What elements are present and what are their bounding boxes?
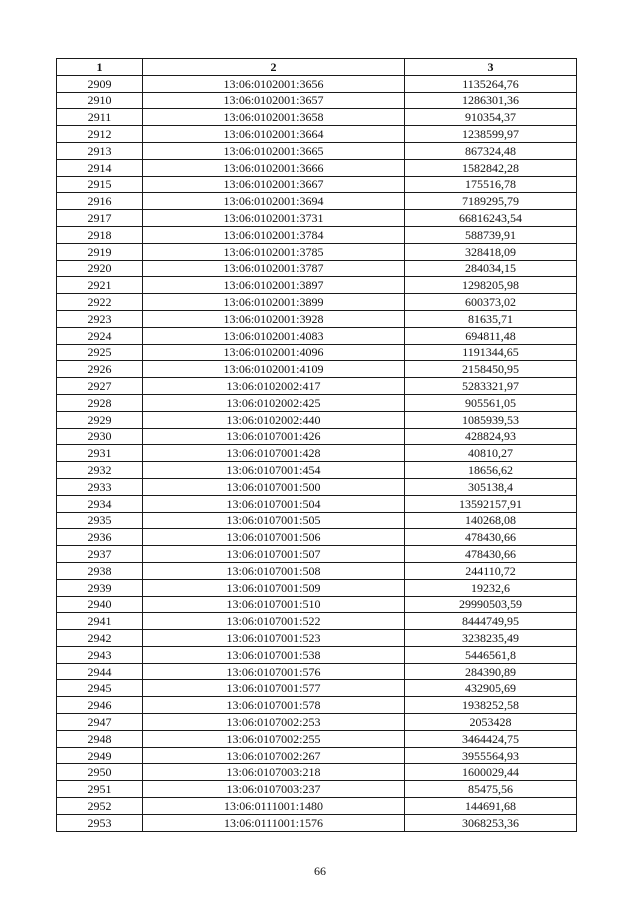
row-number-cell: 2947 bbox=[57, 714, 143, 731]
cadastral-value-cell: 2053428 bbox=[405, 714, 577, 731]
cadastral-value-cell: 600373,02 bbox=[405, 294, 577, 311]
table-row bbox=[57, 462, 577, 479]
table-row bbox=[57, 714, 577, 731]
row-number-cell: 2926 bbox=[57, 361, 143, 378]
table-row bbox=[57, 512, 577, 529]
cadastral-number-cell: 13:06:0102001:3731 bbox=[143, 210, 405, 227]
cadastral-value-cell: 1600029,44 bbox=[405, 764, 577, 781]
row-number-cell: 2929 bbox=[57, 411, 143, 428]
cadastral-number-cell: 13:06:0107002:267 bbox=[143, 747, 405, 764]
row-number-cell: 2928 bbox=[57, 394, 143, 411]
row-number-cell: 2923 bbox=[57, 310, 143, 327]
table-row bbox=[57, 478, 577, 495]
cadastral-number-cell: 13:06:0102001:3664 bbox=[143, 126, 405, 143]
row-number-cell: 2920 bbox=[57, 260, 143, 277]
table-row bbox=[57, 428, 577, 445]
cadastral-value-cell: 18656,62 bbox=[405, 462, 577, 479]
row-number-cell: 2911 bbox=[57, 109, 143, 126]
cadastral-value-cell: 867324,48 bbox=[405, 142, 577, 159]
table-row bbox=[57, 730, 577, 747]
cadastral-value-cell: 478430,66 bbox=[405, 546, 577, 563]
column-header-3: 3 bbox=[405, 59, 577, 76]
cadastral-number-cell: 13:06:0111001:1576 bbox=[143, 814, 405, 831]
table-row bbox=[57, 226, 577, 243]
row-number-cell: 2922 bbox=[57, 294, 143, 311]
table-row bbox=[57, 75, 577, 92]
cadastral-value-cell: 1191344,65 bbox=[405, 344, 577, 361]
cadastral-number-cell: 13:06:0107001:505 bbox=[143, 512, 405, 529]
table-row bbox=[57, 798, 577, 815]
table-row bbox=[57, 646, 577, 663]
cadastral-number-cell: 13:06:0107001:523 bbox=[143, 630, 405, 647]
cadastral-value-cell: 140268,08 bbox=[405, 512, 577, 529]
cadastral-number-cell: 13:06:0102001:3784 bbox=[143, 226, 405, 243]
table-row bbox=[57, 142, 577, 159]
table-row bbox=[57, 92, 577, 109]
table-row bbox=[57, 781, 577, 798]
table-row bbox=[57, 243, 577, 260]
column-header-1: 1 bbox=[57, 59, 143, 76]
cadastral-value-cell: 428824,93 bbox=[405, 428, 577, 445]
cadastral-value-cell: 694811,48 bbox=[405, 327, 577, 344]
cadastral-number-cell: 13:06:0107001:509 bbox=[143, 579, 405, 596]
row-number-cell: 2938 bbox=[57, 562, 143, 579]
cadastral-value-cell: 1135264,76 bbox=[405, 75, 577, 92]
cadastral-number-cell: 13:06:0102001:3665 bbox=[143, 142, 405, 159]
table-row bbox=[57, 596, 577, 613]
row-number-cell: 2945 bbox=[57, 680, 143, 697]
table-row bbox=[57, 546, 577, 563]
cadastral-number-cell: 13:06:0102001:4109 bbox=[143, 361, 405, 378]
row-number-cell: 2946 bbox=[57, 697, 143, 714]
cadastral-number-cell: 13:06:0107001:576 bbox=[143, 663, 405, 680]
table-header-row bbox=[57, 59, 577, 76]
cadastral-value-cell: 175516,78 bbox=[405, 176, 577, 193]
table-row bbox=[57, 210, 577, 227]
cadastral-value-cell: 40810,27 bbox=[405, 445, 577, 462]
table-row bbox=[57, 445, 577, 462]
cadastral-number-cell: 13:06:0102002:417 bbox=[143, 378, 405, 395]
cadastral-value-cell: 284034,15 bbox=[405, 260, 577, 277]
row-number-cell: 2951 bbox=[57, 781, 143, 798]
cadastral-number-cell: 13:06:0107001:508 bbox=[143, 562, 405, 579]
row-number-cell: 2942 bbox=[57, 630, 143, 647]
cadastral-value-cell: 29990503,59 bbox=[405, 596, 577, 613]
row-number-cell: 2934 bbox=[57, 495, 143, 512]
cadastral-number-cell: 13:06:0107001:578 bbox=[143, 697, 405, 714]
cadastral-value-cell: 19232,6 bbox=[405, 579, 577, 596]
cadastral-value-cell: 5283321,97 bbox=[405, 378, 577, 395]
cadastral-value-cell: 1938252,58 bbox=[405, 697, 577, 714]
row-number-cell: 2913 bbox=[57, 142, 143, 159]
table-row bbox=[57, 327, 577, 344]
table-row bbox=[57, 109, 577, 126]
cadastral-value-cell: 85475,56 bbox=[405, 781, 577, 798]
table-row bbox=[57, 378, 577, 395]
row-number-cell: 2924 bbox=[57, 327, 143, 344]
row-number-cell: 2950 bbox=[57, 764, 143, 781]
table-row bbox=[57, 176, 577, 193]
cadastral-value-cell: 13592157,91 bbox=[405, 495, 577, 512]
cadastral-value-cell: 328418,09 bbox=[405, 243, 577, 260]
cadastral-number-cell: 13:06:0107003:218 bbox=[143, 764, 405, 781]
cadastral-number-cell: 13:06:0102001:4096 bbox=[143, 344, 405, 361]
cadastral-number-cell: 13:06:0107001:428 bbox=[143, 445, 405, 462]
cadastral-number-cell: 13:06:0102001:3658 bbox=[143, 109, 405, 126]
cadastral-value-cell: 1238599,97 bbox=[405, 126, 577, 143]
table-row bbox=[57, 394, 577, 411]
table-row bbox=[57, 613, 577, 630]
cadastral-value-cell: 910354,37 bbox=[405, 109, 577, 126]
cadastral-number-cell: 13:06:0111001:1480 bbox=[143, 798, 405, 815]
cadastral-number-cell: 13:06:0102001:3694 bbox=[143, 193, 405, 210]
cadastral-value-cell: 3464424,75 bbox=[405, 730, 577, 747]
cadastral-number-cell: 13:06:0107001:538 bbox=[143, 646, 405, 663]
cadastral-number-cell: 13:06:0102001:3656 bbox=[143, 75, 405, 92]
cadastral-value-cell: 1298205,98 bbox=[405, 277, 577, 294]
row-number-cell: 2952 bbox=[57, 798, 143, 815]
table-row bbox=[57, 814, 577, 831]
row-number-cell: 2937 bbox=[57, 546, 143, 563]
cadastral-value-cell: 3068253,36 bbox=[405, 814, 577, 831]
row-number-cell: 2939 bbox=[57, 579, 143, 596]
cadastral-number-cell: 13:06:0102002:440 bbox=[143, 411, 405, 428]
cadastral-number-cell: 13:06:0107001:507 bbox=[143, 546, 405, 563]
cadastral-value-cell: 305138,4 bbox=[405, 478, 577, 495]
table-row bbox=[57, 630, 577, 647]
cadastral-value-cell: 478430,66 bbox=[405, 529, 577, 546]
cadastral-number-cell: 13:06:0107001:577 bbox=[143, 680, 405, 697]
cadastral-number-cell: 13:06:0107001:504 bbox=[143, 495, 405, 512]
row-number-cell: 2914 bbox=[57, 159, 143, 176]
table-row bbox=[57, 747, 577, 764]
cadastral-value-cell: 5446561,8 bbox=[405, 646, 577, 663]
cadastral-number-cell: 13:06:0107001:426 bbox=[143, 428, 405, 445]
row-number-cell: 2931 bbox=[57, 445, 143, 462]
row-number-cell: 2941 bbox=[57, 613, 143, 630]
row-number-cell: 2935 bbox=[57, 512, 143, 529]
row-number-cell: 2909 bbox=[57, 75, 143, 92]
row-number-cell: 2953 bbox=[57, 814, 143, 831]
row-number-cell: 2915 bbox=[57, 176, 143, 193]
cadastral-value-cell: 8444749,95 bbox=[405, 613, 577, 630]
row-number-cell: 2949 bbox=[57, 747, 143, 764]
cadastral-number-cell: 13:06:0107002:255 bbox=[143, 730, 405, 747]
cadastral-number-cell: 13:06:0107001:500 bbox=[143, 478, 405, 495]
cadastral-number-cell: 13:06:0102001:3785 bbox=[143, 243, 405, 260]
table-row bbox=[57, 579, 577, 596]
table-row bbox=[57, 680, 577, 697]
table-row bbox=[57, 495, 577, 512]
cadastral-number-cell: 13:06:0102001:3897 bbox=[143, 277, 405, 294]
row-number-cell: 2943 bbox=[57, 646, 143, 663]
row-number-cell: 2944 bbox=[57, 663, 143, 680]
cadastral-value-cell: 144691,68 bbox=[405, 798, 577, 815]
cadastral-number-cell: 13:06:0102001:3787 bbox=[143, 260, 405, 277]
table-row bbox=[57, 697, 577, 714]
cadastral-value-cell: 3238235,49 bbox=[405, 630, 577, 647]
row-number-cell: 2910 bbox=[57, 92, 143, 109]
cadastral-value-cell: 1286301,36 bbox=[405, 92, 577, 109]
table-row bbox=[57, 159, 577, 176]
cadastral-value-cell: 2158450,95 bbox=[405, 361, 577, 378]
cadastral-number-cell: 13:06:0107001:506 bbox=[143, 529, 405, 546]
row-number-cell: 2925 bbox=[57, 344, 143, 361]
cadastral-value-cell: 244110,72 bbox=[405, 562, 577, 579]
row-number-cell: 2932 bbox=[57, 462, 143, 479]
table-row bbox=[57, 764, 577, 781]
cadastral-value-cell: 66816243,54 bbox=[405, 210, 577, 227]
row-number-cell: 2916 bbox=[57, 193, 143, 210]
table-row bbox=[57, 126, 577, 143]
cadastral-number-cell: 13:06:0102001:3657 bbox=[143, 92, 405, 109]
table-row bbox=[57, 193, 577, 210]
cadastral-value-cell: 432905,69 bbox=[405, 680, 577, 697]
cadastral-value-cell: 1085939,53 bbox=[405, 411, 577, 428]
cadastral-number-cell: 13:06:0107003:237 bbox=[143, 781, 405, 798]
row-number-cell: 2930 bbox=[57, 428, 143, 445]
cadastral-number-cell: 13:06:0102001:4083 bbox=[143, 327, 405, 344]
cadastral-value-cell: 905561,05 bbox=[405, 394, 577, 411]
cadastral-value-cell: 3955564,93 bbox=[405, 747, 577, 764]
column-header-2: 2 bbox=[143, 59, 405, 76]
table-row bbox=[57, 562, 577, 579]
cadastral-number-cell: 13:06:0102001:3666 bbox=[143, 159, 405, 176]
table-row bbox=[57, 361, 577, 378]
cadastral-value-cell: 588739,91 bbox=[405, 226, 577, 243]
table-row bbox=[57, 411, 577, 428]
cadastral-number-cell: 13:06:0102001:3667 bbox=[143, 176, 405, 193]
cadastral-number-cell: 13:06:0107001:454 bbox=[143, 462, 405, 479]
row-number-cell: 2940 bbox=[57, 596, 143, 613]
cadastral-number-cell: 13:06:0102002:425 bbox=[143, 394, 405, 411]
row-number-cell: 2912 bbox=[57, 126, 143, 143]
cadastral-number-cell: 13:06:0107002:253 bbox=[143, 714, 405, 731]
cadastral-value-cell: 1582842,28 bbox=[405, 159, 577, 176]
row-number-cell: 2933 bbox=[57, 478, 143, 495]
cadastral-value-cell: 81635,71 bbox=[405, 310, 577, 327]
row-number-cell: 2921 bbox=[57, 277, 143, 294]
table-row bbox=[57, 344, 577, 361]
table-body bbox=[57, 75, 577, 831]
cadastral-value-cell: 284390,89 bbox=[405, 663, 577, 680]
row-number-cell: 2948 bbox=[57, 730, 143, 747]
table-row bbox=[57, 277, 577, 294]
table-row bbox=[57, 663, 577, 680]
table-row bbox=[57, 529, 577, 546]
page-number: 66 bbox=[314, 864, 326, 878]
row-number-cell: 2917 bbox=[57, 210, 143, 227]
row-number-cell: 2919 bbox=[57, 243, 143, 260]
cadastral-value-cell: 7189295,79 bbox=[405, 193, 577, 210]
table-row bbox=[57, 310, 577, 327]
table-row bbox=[57, 294, 577, 311]
row-number-cell: 2936 bbox=[57, 529, 143, 546]
cadastral-number-cell: 13:06:0107001:522 bbox=[143, 613, 405, 630]
cadastral-number-cell: 13:06:0102001:3928 bbox=[143, 310, 405, 327]
cadastral-value-table bbox=[56, 58, 577, 832]
table-row bbox=[57, 260, 577, 277]
row-number-cell: 2927 bbox=[57, 378, 143, 395]
cadastral-number-cell: 13:06:0107001:510 bbox=[143, 596, 405, 613]
row-number-cell: 2918 bbox=[57, 226, 143, 243]
cadastral-number-cell: 13:06:0102001:3899 bbox=[143, 294, 405, 311]
